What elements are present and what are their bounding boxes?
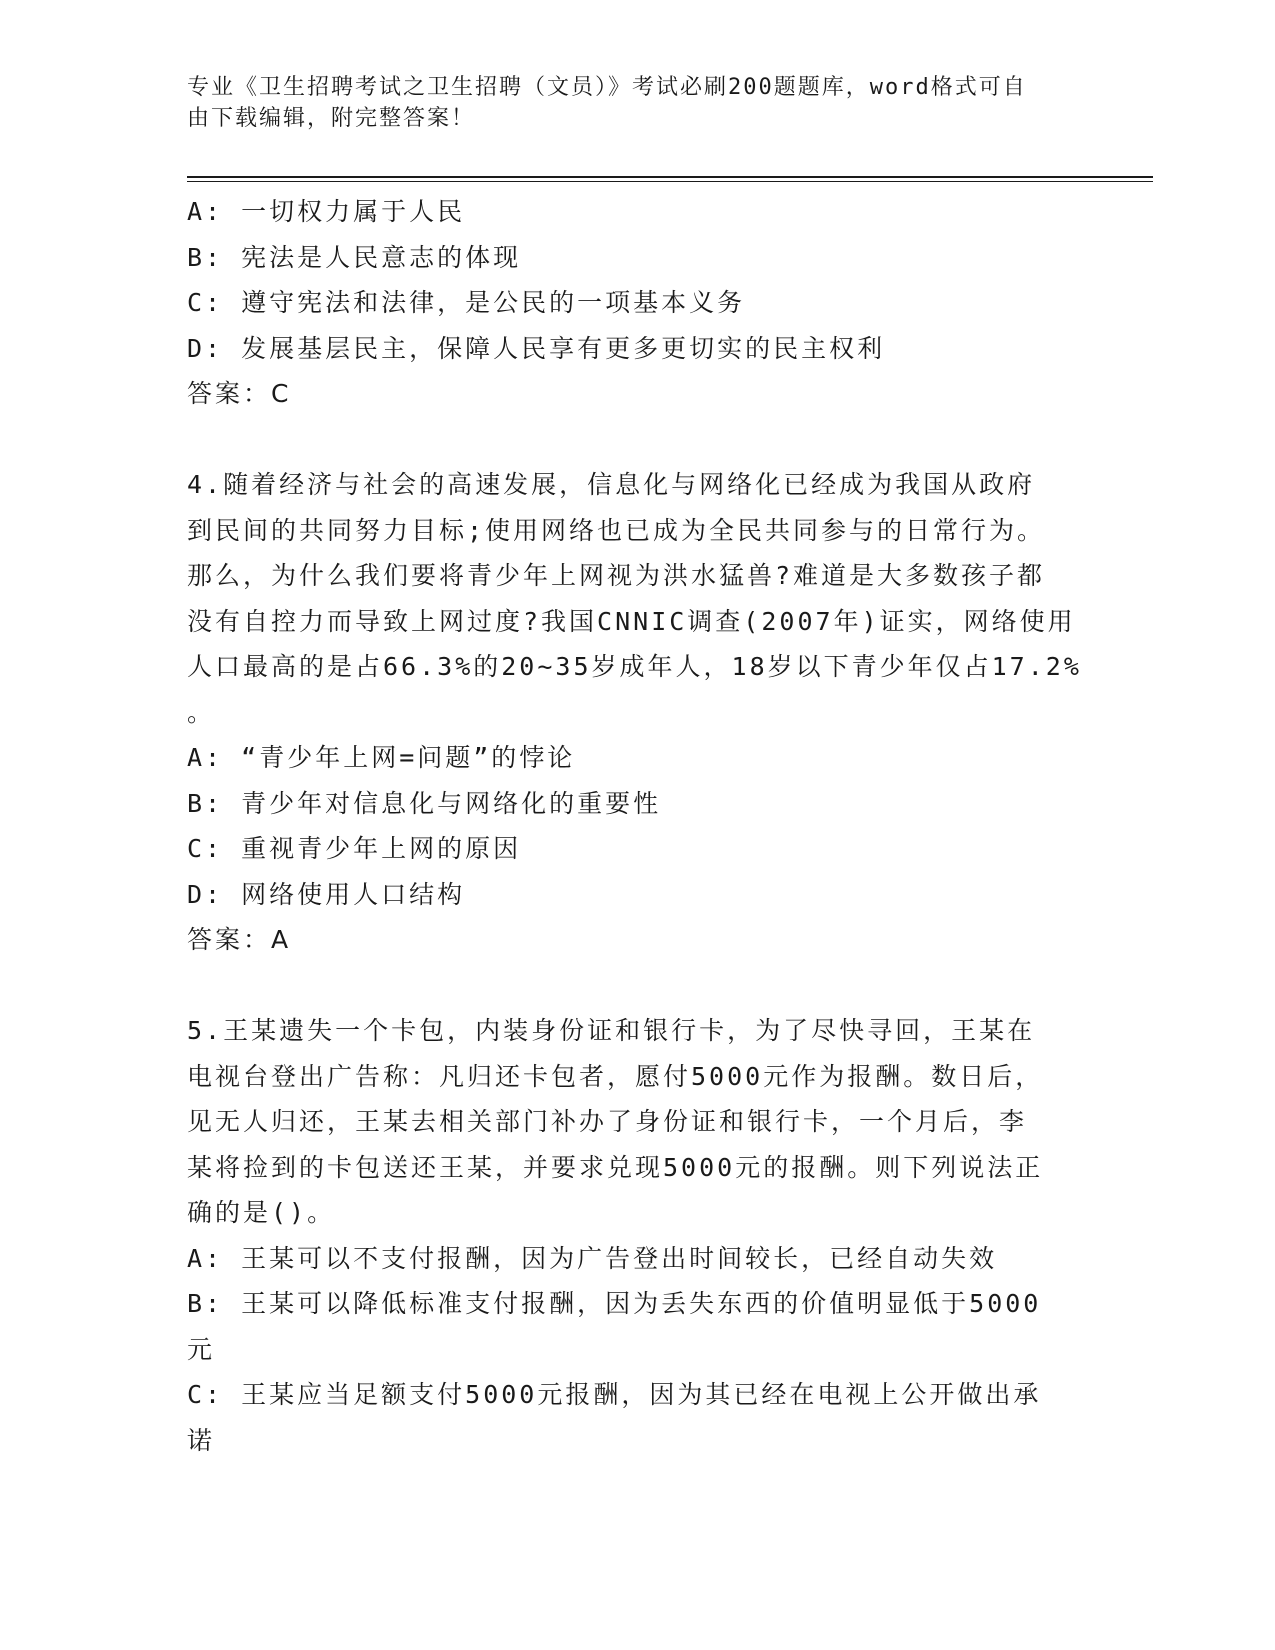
question-stem-line: 人口最高的是占66.3%的20~35岁成年人，18岁以下青少年仅占17.2% (187, 652, 1082, 681)
question-stem-line: 4.随着经济与社会的高速发展，信息化与网络化已经成为我国从政府 (187, 470, 1036, 499)
option-b: B: 王某可以降低标准支付报酬，因为丢失东西的价值明显低于5000 (187, 1289, 1042, 1318)
header-rule-thin (187, 181, 1153, 182)
question-stem-line: 电视台登出广告称：凡归还卡包者，愿付5000元作为报酬。数日后， (187, 1061, 1044, 1091)
answer: 答案：C (187, 379, 292, 408)
question-4 (187, 462, 1087, 963)
document-header (187, 72, 1087, 134)
question-stem-line: 某将捡到的卡包送还王某，并要求兑现5000元的报酬。则下列说法正 (187, 1152, 1044, 1182)
option-c: C: 遵守宪法和法律，是公民的一项基本义务 (187, 288, 746, 317)
question-5 (187, 1008, 1087, 1463)
answer: 答案：A (187, 925, 292, 954)
spacer (187, 417, 1087, 463)
option-a: A: 一切权力属于人民 (187, 197, 466, 226)
option-d: D: 发展基层民主，保障人民享有更多更切实的民主权利 (187, 333, 886, 363)
question-stem-line: 确的是()。 (187, 1198, 336, 1227)
option-c-continued: 诺 (187, 1425, 216, 1455)
question-stem-line: 到民间的共同努力目标;使用网络也已成为全民共同参与的日常行为。 (187, 515, 1046, 545)
question-3 (187, 189, 1087, 417)
header-rule-thick (187, 176, 1153, 178)
option-c: C: 王某应当足额支付5000元报酬，因为其已经在电视上公开做出承 (187, 1380, 1042, 1409)
option-b: B: 宪法是人民意志的体现 (187, 242, 522, 272)
option-b: B: 青少年对信息化与网络化的重要性 (187, 788, 662, 818)
option-a: A: 王某可以不支付报酬，因为广告登出时间较长，已经自动失效 (187, 1243, 998, 1273)
spacer (187, 963, 1087, 1009)
question-stem-line: 5.王某遗失一个卡包，内装身份证和银行卡，为了尽快寻回，王某在 (187, 1016, 1036, 1045)
question-stem-line: 没有自控力而导致上网过度?我国CNNIC调查(2007年)证实，网络使用 (187, 606, 1076, 636)
option-d: D: 网络使用人口结构 (187, 879, 466, 909)
option-a: A: “青少年上网=问题”的悖论 (187, 743, 576, 772)
question-stem-line: 见无人归还，王某去相关部门补办了身份证和银行卡，一个月后，李 (187, 1107, 1028, 1136)
header-line-2: 由下载编辑，附完整答案！ (187, 106, 476, 131)
question-stem-line: 。 (187, 697, 216, 727)
option-b-continued: 元 (187, 1334, 216, 1364)
question-stem-line: 那么，为什么我们要将青少年上网视为洪水猛兽?难道是大多数孩子都 (187, 561, 1046, 590)
option-c: C: 重视青少年上网的原因 (187, 834, 522, 863)
question-content (187, 189, 1087, 1463)
header-line-1: 专业《卫生招聘考试之卫生招聘（文员）》考试必刷200题题库，word格式可自 (187, 75, 1027, 100)
